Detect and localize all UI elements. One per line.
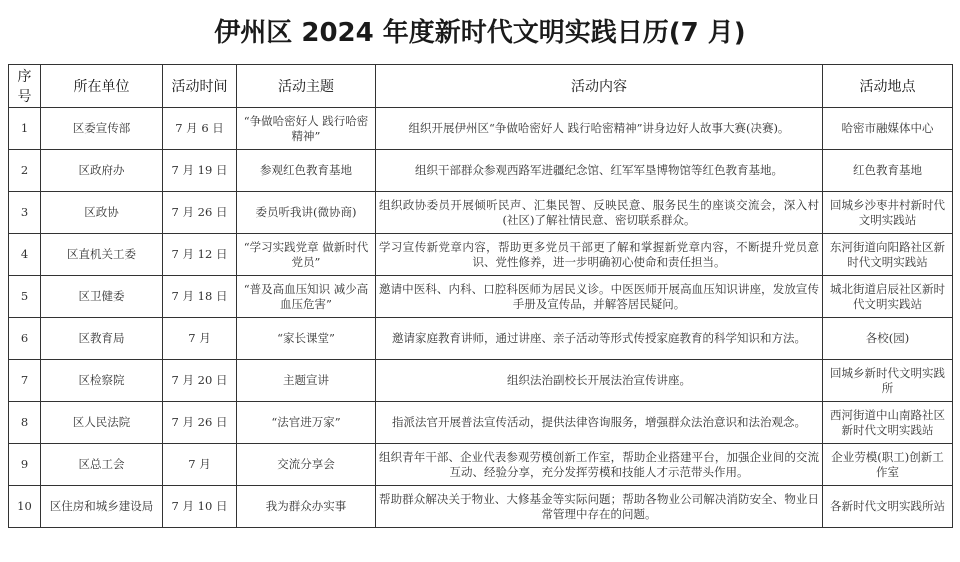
cell-theme: “法官进万家”: [237, 402, 376, 444]
cell-place: 回城乡新时代文明实践所: [823, 360, 953, 402]
cell-no: 7: [9, 360, 41, 402]
cell-unit: 区政协: [41, 192, 163, 234]
cell-unit: 区教育局: [41, 318, 163, 360]
cell-unit: 区委宣传部: [41, 108, 163, 150]
cell-no: 3: [9, 192, 41, 234]
table-row: [9, 318, 953, 360]
cell-time: 7 月 26 日: [163, 192, 237, 234]
cell-theme: 我为群众办实事: [237, 486, 376, 528]
cell-place: 城北街道启辰社区新时代文明实践站: [823, 276, 953, 318]
cell-theme: 主题宣讲: [237, 360, 376, 402]
cell-theme: “普及高血压知识 减少高血压危害”: [237, 276, 376, 318]
cell-content: 组织青年干部、企业代表参观劳模创新工作室，帮助企业搭建平台，加强企业间的交流互动、经验分享，充分发挥劳模和技能人才示范带头作用。: [376, 444, 823, 486]
cell-no: 4: [9, 234, 41, 276]
cell-unit: 区卫健委: [41, 276, 163, 318]
cell-no: 1: [9, 108, 41, 150]
page-title: 伊州区 2024 年度新时代文明实践日历(7 月): [214, 18, 746, 48]
cell-theme: 参观红色教育基地: [237, 150, 376, 192]
table-row: [9, 108, 953, 150]
cell-content: 组织干部群众参观西路军进疆纪念馆、红军军垦博物馆等红色教育基地。: [376, 150, 823, 192]
cell-place: 哈密市融媒体中心: [823, 108, 953, 150]
cell-no: 2: [9, 150, 41, 192]
table-row: [9, 150, 953, 192]
cell-no: 9: [9, 444, 41, 486]
cell-time: 7 月: [163, 318, 237, 360]
cell-place: 东河街道向阳路社区新时代文明实践站: [823, 234, 953, 276]
cell-time: 7 月 26 日: [163, 402, 237, 444]
cell-place: 企业劳模(职工)创新工作室: [823, 444, 953, 486]
cell-content: 组织法治副校长开展法治宣传讲座。: [376, 360, 823, 402]
cell-theme: 交流分享会: [237, 444, 376, 486]
cell-time: 7 月: [163, 444, 237, 486]
cell-unit: 区政府办: [41, 150, 163, 192]
cell-content: 邀请中医科、内科、口腔科医师为居民义诊。中医医师开展高血压知识讲座，发放宣传手册及宣传品，并解答居民疑问。: [376, 276, 823, 318]
cell-place: 回城乡沙枣井村新时代文明实践站: [823, 192, 953, 234]
cell-unit: 区人民法院: [41, 402, 163, 444]
cell-time: 7 月 18 日: [163, 276, 237, 318]
cell-content: 指派法官开展普法宣传活动，提供法律咨询服务，增强群众法治意识和法治观念。: [376, 402, 823, 444]
cell-time: 7 月 10 日: [163, 486, 237, 528]
header-no: 序号: [9, 65, 41, 108]
cell-time: 7 月 20 日: [163, 360, 237, 402]
cell-time: 7 月 12 日: [163, 234, 237, 276]
cell-content: 帮助群众解决关于物业、大修基金等实际问题；帮助各物业公司解决消防安全、物业日常管理中存在的问题。: [376, 486, 823, 528]
header-time: 活动时间: [163, 65, 237, 108]
cell-place: 各校(园): [823, 318, 953, 360]
cell-theme: “家长课堂”: [237, 318, 376, 360]
table-row: [9, 360, 953, 402]
table-row: [9, 486, 953, 528]
cell-content: 学习宣传新党章内容，帮助更多党员干部更了解和掌握新党章内容，不断提升党员意识、党性修养，进一步明确初心使命和责任担当。: [376, 234, 823, 276]
cell-theme: “学习实践党章 做新时代党员”: [237, 234, 376, 276]
table-row: [9, 276, 953, 318]
cell-time: 7 月 19 日: [163, 150, 237, 192]
cell-time: 7 月 6 日: [163, 108, 237, 150]
cell-no: 6: [9, 318, 41, 360]
cell-content: 组织政协委员开展倾听民声、汇集民智、反映民意、服务民生的座谈交流会，深入村(社区)了解社情民意、密切联系群众。: [376, 192, 823, 234]
cell-theme: “争做哈密好人 践行哈密精神”: [237, 108, 376, 150]
cell-content: 组织开展伊州区“争做哈密好人 践行哈密精神”讲身边好人故事大赛(决赛)。: [376, 108, 823, 150]
cell-unit: 区总工会: [41, 444, 163, 486]
table-header-row: [9, 65, 953, 108]
cell-unit: 区住房和城乡建设局: [41, 486, 163, 528]
cell-content: 邀请家庭教育讲师，通过讲座、亲子活动等形式传授家庭教育的科学知识和方法。: [376, 318, 823, 360]
cell-unit: 区检察院: [41, 360, 163, 402]
table-body: [9, 108, 953, 528]
header-place: 活动地点: [823, 65, 953, 108]
header-theme: 活动主题: [237, 65, 376, 108]
cell-theme: 委员听我讲(微协商): [237, 192, 376, 234]
cell-no: 8: [9, 402, 41, 444]
cell-place: 西河街道中山南路社区新时代文明实践站: [823, 402, 953, 444]
header-content: 活动内容: [376, 65, 823, 108]
table-row: [9, 192, 953, 234]
table-row: [9, 402, 953, 444]
cell-no: 10: [9, 486, 41, 528]
header-unit: 所在单位: [41, 65, 163, 108]
cell-unit: 区直机关工委: [41, 234, 163, 276]
cell-no: 5: [9, 276, 41, 318]
table-row: [9, 444, 953, 486]
cell-place: 各新时代文明实践所站: [823, 486, 953, 528]
cell-place: 红色教育基地: [823, 150, 953, 192]
table-row: [9, 234, 953, 276]
calendar-table: [8, 64, 953, 528]
